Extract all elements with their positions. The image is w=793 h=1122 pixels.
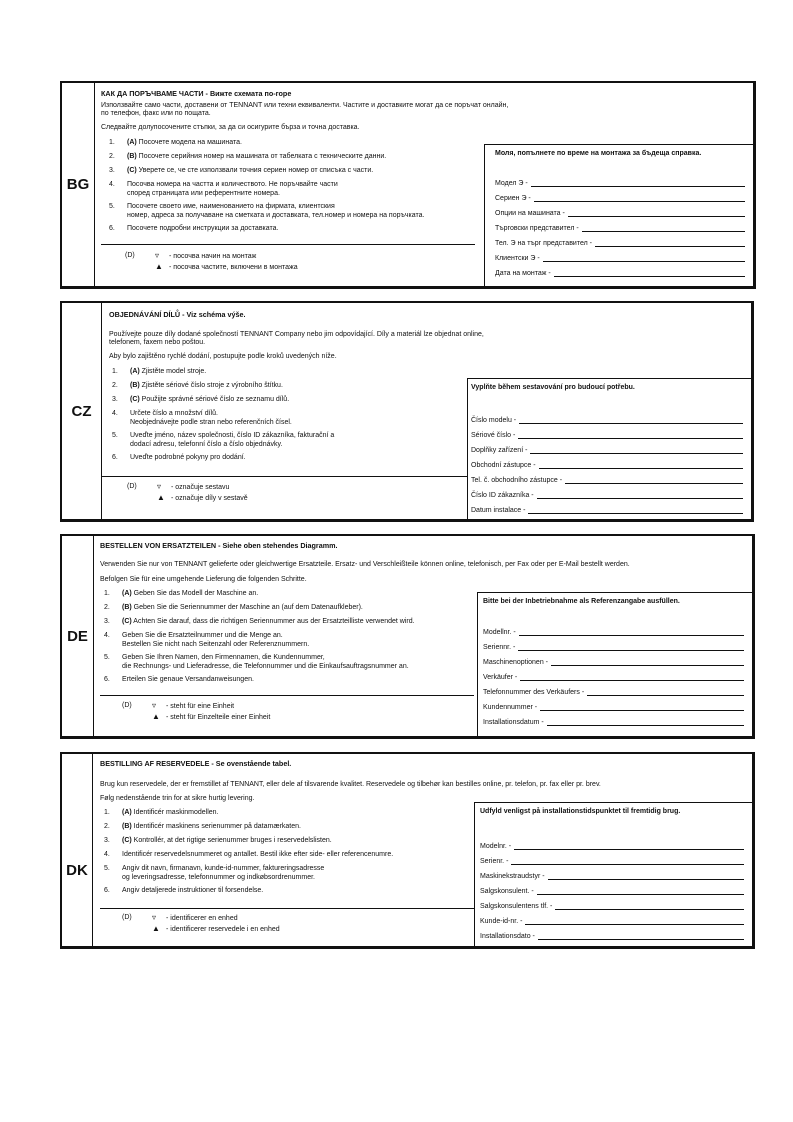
field-sales-rep-phone[interactable]: Tel. č. obchodního zástupce - — [471, 470, 743, 484]
reference-info-box — [477, 592, 752, 736]
language-code: BG — [62, 83, 95, 286]
filled-triangle-up-icon: ▲ — [157, 493, 165, 502]
follow-steps-text: Aby bylo zajištěno rychlé dodání, postupujte podle kroků uvedených níže. — [109, 353, 337, 360]
divider — [101, 244, 475, 245]
field-model[interactable]: Modellnr. - — [483, 622, 744, 636]
follow-steps-text: Følg nedenstående trin for at sikre hurtig levering. — [100, 795, 255, 802]
field-customer-number[interactable]: Kundennummer - — [483, 697, 744, 711]
section-title: BESTILLING AF RESERVEDELE - Se ovenstående tabel. — [100, 759, 292, 768]
divider — [102, 476, 472, 477]
language-code: DK — [62, 754, 93, 946]
field-model[interactable]: Модел Э - — [495, 173, 745, 187]
intro-line: по телефон, факс или по пощата. — [101, 110, 211, 117]
legend: (D) ▿ - označuje sestavu ▲ - označuje díly v sestavě — [127, 482, 248, 502]
reference-info-box — [467, 378, 751, 519]
field-serial[interactable]: Сериен Э - — [495, 188, 745, 202]
info-heading: Моля, попълнете по време на монтажа за бъдеща справка. — [495, 150, 702, 157]
intro-line: Използвайте само части, доставени от TENNANT или техни еквиваленти. Частите и доставките могат да се поръчат онлайн, — [101, 102, 509, 109]
field-sales-rep[interactable]: Salgskonsulent. - — [480, 881, 744, 895]
field-install-date[interactable]: Installationsdato - — [480, 926, 744, 940]
open-triangle-down-icon: ▿ — [157, 482, 162, 491]
language-code: DE — [62, 536, 94, 736]
field-sales-rep[interactable]: Obchodní zástupce - — [471, 455, 743, 469]
reference-info-box — [474, 802, 752, 946]
field-machine-options[interactable]: Doplňky zařízení - — [471, 440, 743, 454]
field-customer-number[interactable]: Číslo ID zákazníka - — [471, 485, 743, 499]
field-sales-rep-phone[interactable]: Telefonnummer des Verkäufers - — [483, 682, 744, 696]
section-de: DE BESTELLEN VON ERSATZTEILEN - Siehe oben stehendes Diagramm. Verwenden Sie nur von TENNANT gelieferte oder gleichwertige Ersatzteile. Ersatz- und Verschleißteile können online, telefonisch, per Fax oder per E-Mail bestellt werden. Befolgen Sie für eine umgehende Lieferung die folgenden Schritte. 1. (A) Geben Sie das Modell der Maschine an. 2. (B) Geben Sie die Seriennummer der Maschine an (auf dem Datenaufkleber). 3. (C) Achten Sie darauf, dass die richtigen Seriennummer aus der Ersatzteilliste verwendet wird. 4. Geben Sie die Ersatzteilnummer und die Menge an. Bestellen Sie nicht nach Seitenzahl oder Referenznummern. 5. Geben Sie Ihren Namen, den Firmennamen, die Kundennummer, die Rechnungs- und Lieferadresse, die Telefonnummer und die Einkaufsauftragsnummer an. 6. Erteilen Sie genaue Versandanweisungen. (D) ▿ - steht für eine Einheit ▲ - steht für Einzelteile einer Einheit Bitte bei der Inbetriebnahme als Referenzangabe ausfüllen. Modellnr. - Seriennr. - Maschinenoptionen - Verkäufer - Telefonnummer des Verkäufers - Kundennummer - Installationsdatum - — [60, 534, 755, 739]
field-machine-options[interactable]: Maschinenoptionen - — [483, 652, 744, 666]
field-customer-number[interactable]: Клиентски Э - — [495, 248, 745, 262]
info-heading: Udfyld venligst på installationstidspunktet til fremtidig brug. — [480, 808, 681, 815]
section-dk: DK BESTILLING AF RESERVEDELE - Se ovenstående tabel. Brug kun reservedele, der er fremstillet af TENNANT, eller dele af tilsvarende kvalitet. Reservedele og tilbehør kan bestilles online, pr. telefon, pr. fax eller pr. brev. Følg nedenstående trin for at sikre hurtig levering. 1. (A) Identificér maskinmodellen. 2. (B) Identificér maskinens serienummer på datamærkaten. 3. (C) Kontrollér, at det rigtige serienummer bruges i reservedelslisten. 4. Identificér reservedelsnummeret og antallet. Bestil ikke efter side- eller referencenumre. 5. Angiv dit navn, firmanavn, kunde-id-nummer, faktureringsadresse og leveringsadresse, telefonnummer og indkøbsordrenummer. 6. Angiv detaljerede instruktioner til forsendelse. (D) ▿ - identificerer en enhed ▲ - identificerer reservedele i en enhed Udfyld venligst på installationstidspunktet til fremtidig brug. Modelnr. - Serienr. - Maskinekstraudstyr - Salgskonsulent. - Salgskonsulentens tlf. - Kunde-id-nr. - Installationsdato - — [60, 752, 755, 949]
open-triangle-down-icon: ▿ — [152, 701, 157, 710]
section-title: BESTELLEN VON ERSATZTEILEN - Siehe oben stehendes Diagramm. — [100, 541, 338, 550]
legend: (D) ▿ - steht für eine Einheit ▲ - steht für Einzelteile einer Einheit — [122, 701, 271, 721]
legend: (D) ▿ - identificerer en enhed ▲ - identificerer reservedele i en enhed — [122, 913, 280, 933]
divider — [100, 908, 474, 909]
field-sales-rep-phone[interactable]: Тел. Э на търг представител - — [495, 233, 745, 247]
field-sales-rep[interactable]: Verkäufer - — [483, 667, 744, 681]
follow-steps-text: Следвайте долупосочените стъпки, за да си осигурите бърза и точна доставка. — [101, 124, 360, 131]
info-heading: Bitte bei der Inbetriebnahme als Referenzangabe ausfüllen. — [483, 598, 680, 605]
field-machine-options[interactable]: Опции на машината - — [495, 203, 745, 217]
follow-steps-text: Befolgen Sie für eine umgehende Lieferung die folgenden Schritte. — [100, 576, 307, 583]
field-sales-rep-phone[interactable]: Salgskonsulentens tlf. - — [480, 896, 744, 910]
section-cz: CZ OBJEDNÁVÁNÍ DÍLŮ - Viz schéma výše. Používejte pouze díly dodané společností TENNANT Company nebo jim odpovídající. Díly a materiál lze objednat online, telefonem, faxem nebo poštou. Aby bylo zajištěno rychlé dodání, postupujte podle kroků uvedených níže. 1. (A) Zjistěte model stroje. 2. (B) Zjistěte sériové číslo stroje z výrobního štítku. 3. (C) Použijte správné sériové číslo ze seznamu dílů. 4. Určete číslo a množství dílů. Neobjednávejte podle stran nebo referenčních čísel. 5. Uveďte jméno, název společnosti, číslo ID zákazníka, fakturační a dodací adresu, telefonní číslo a číslo objednávky. 6. Uveďte podrobné pokyny pro dodání. (D) ▿ - označuje sestavu ▲ - označuje díly v sestavě Vyplňte během sestavování pro budoucí potřebu. Číslo modelu - Sériové číslo - Doplňky zařízení - Obchodní zástupce - Tel. č. obchodního zástupce - Číslo ID zákazníka - Datum instalace - — [60, 301, 754, 522]
intro-line: Verwenden Sie nur von TENNANT gelieferte oder gleichwertige Ersatzteile. Ersatz- und Verschleißteile können online, telefonisch, per Fax oder per E-Mail bestellt werden. — [100, 561, 630, 568]
section-title: КАК ДА ПОРЪЧВАМЕ ЧАСТИ - Вижте схемата по-горе — [101, 89, 292, 98]
field-serial[interactable]: Serienr. - — [480, 851, 744, 865]
legend: (D) ▿ - посочва начин на монтаж ▲ - посочва частите, включени в монтажа — [125, 251, 298, 271]
open-triangle-down-icon: ▿ — [155, 251, 160, 260]
field-sales-rep[interactable]: Търговски представител - — [495, 218, 745, 232]
field-serial[interactable]: Seriennr. - — [483, 637, 744, 651]
field-model[interactable]: Číslo modelu - — [471, 410, 743, 424]
reference-info-box — [484, 144, 753, 286]
language-code: CZ — [62, 303, 102, 519]
field-install-date[interactable]: Installationsdatum - — [483, 712, 744, 726]
field-install-date[interactable]: Дата на монтаж - — [495, 263, 745, 277]
intro-line: telefonem, faxem nebo poštou. — [109, 339, 206, 346]
open-triangle-down-icon: ▿ — [152, 913, 157, 922]
intro-line: Používejte pouze díly dodané společností TENNANT Company nebo jim odpovídající. Díly a materiál lze objednat online, — [109, 331, 484, 338]
field-model[interactable]: Modelnr. - — [480, 836, 744, 850]
filled-triangle-up-icon: ▲ — [152, 712, 160, 721]
filled-triangle-up-icon: ▲ — [152, 924, 160, 933]
filled-triangle-up-icon: ▲ — [155, 262, 163, 271]
divider — [100, 695, 474, 696]
field-serial[interactable]: Sériové číslo - — [471, 425, 743, 439]
field-install-date[interactable]: Datum instalace - — [471, 500, 743, 514]
field-customer-number[interactable]: Kunde-id-nr. - — [480, 911, 744, 925]
info-heading: Vyplňte během sestavování pro budoucí potřebu. — [471, 384, 635, 391]
intro-line: Brug kun reservedele, der er fremstillet af TENNANT, eller dele af tilsvarende kvalitet. Reservedele og tilbehør kan bestilles online, pr. telefon, pr. fax eller pr. brev. — [100, 781, 601, 788]
section-title: OBJEDNÁVÁNÍ DÍLŮ - Viz schéma výše. — [109, 310, 246, 319]
section-bg: BG КАК ДА ПОРЪЧВАМЕ ЧАСТИ - Вижте схемата по-горе Използвайте само части, доставени от TENNANT или техни еквиваленти. Частите и доставките могат да се поръчат онлайн, по телефон, факс или по пощата. Следвайте долупосочените стъпки, за да си осигурите бърза и точна доставка. 1. (A) Посочете модела на машината. 2. (B) Посочете серийния номер на машината от табелката с техническите данни. 3. (C) Уверете се, че сте използвали точния сериен номер от списъка с части. 4. Посочва номера на частта и количеството. Не поръчвайте части според страницата или референтните номера. 5. Посочете своето име, наименованието на фирмата, клиентския номер, адреса за получаване на сметката и доставката, тел.номер и номера на поръчката. 6. Посочете подробни инструкции за доставката. (D) ▿ - посочва начин на монтаж ▲ - посочва частите, включени в монтажа Моля, попълнете по време на монтажа за бъдеща справка. Модел Э - Сериен Э - Опции на машината - Търговски представител - Тел. Э на търг представител - Клиентски Э - Дата на монтаж - — [60, 81, 756, 289]
field-machine-options[interactable]: Maskinekstraudstyr - — [480, 866, 744, 880]
